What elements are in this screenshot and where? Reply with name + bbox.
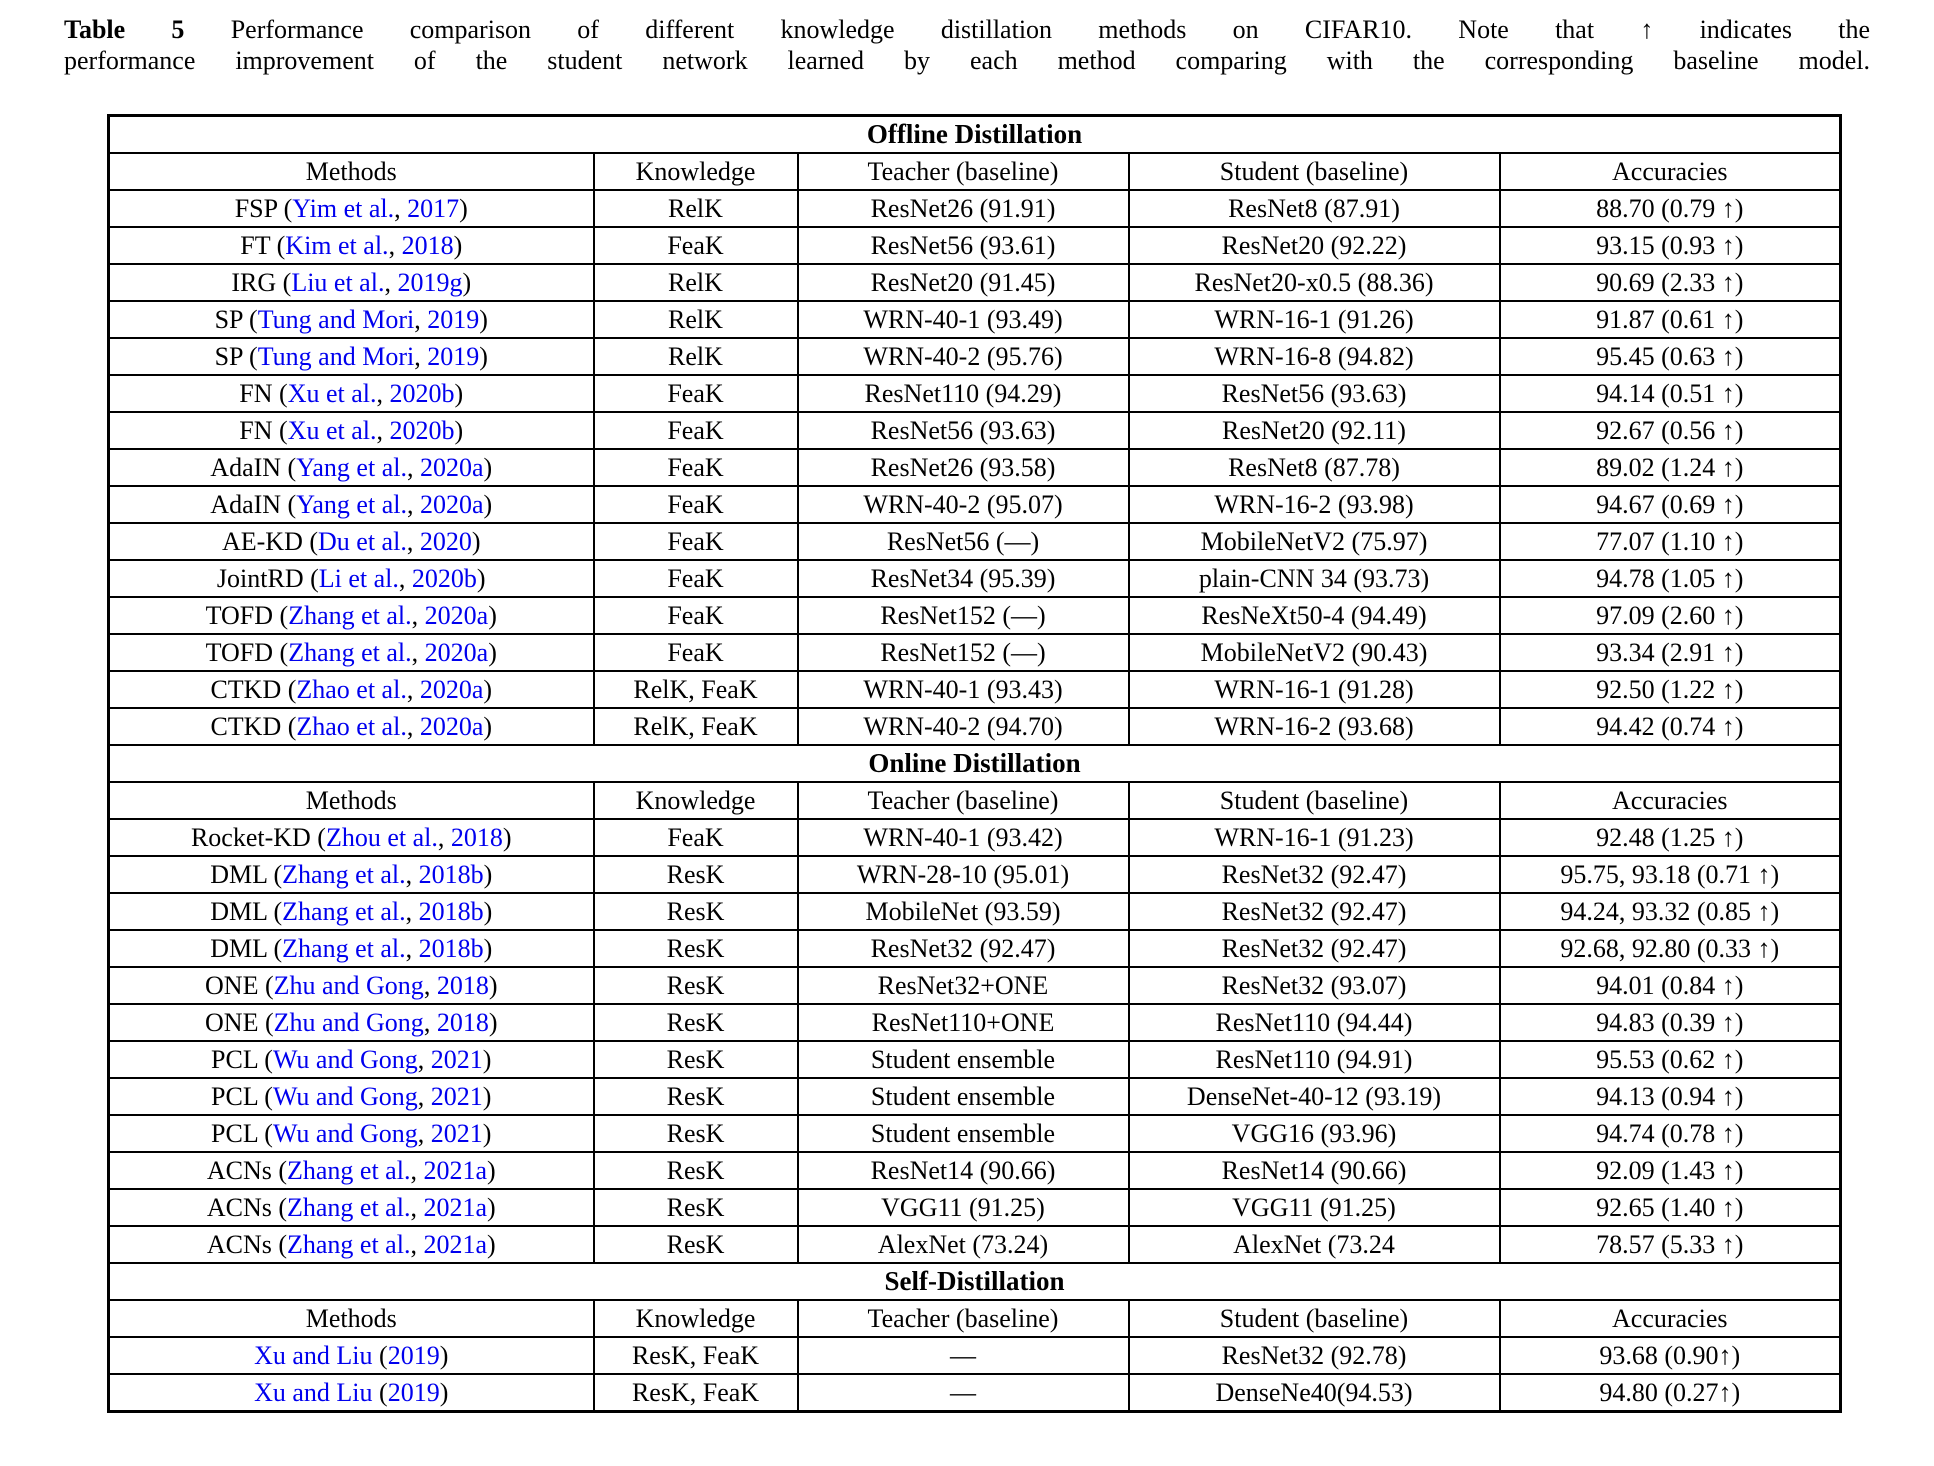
method-cell: AdaIN (Yang et al., 2020a) [109, 486, 594, 523]
method-cell: Rocket-KD (Zhou et al., 2018) [109, 819, 594, 856]
table-row [109, 930, 1841, 967]
table-row [109, 856, 1841, 893]
citation-link[interactable]: 2020a [424, 637, 489, 667]
accuracy-cell: 77.07 (1.10 ↑) [1500, 523, 1841, 560]
accuracy-cell: 92.48 (1.25 ↑) [1500, 819, 1841, 856]
method-cell: AE-KD (Du et al., 2020) [109, 523, 594, 560]
table-row [109, 338, 1841, 375]
teacher-cell: ResNet20 (91.45) [798, 264, 1129, 301]
citation-link[interactable]: 2018 [401, 230, 454, 260]
table-row [109, 671, 1841, 708]
citation-link[interactable]: Wu and Gong [272, 1044, 418, 1074]
section-title: Self-Distillation [109, 1263, 1841, 1300]
citation-link[interactable]: Zhang et al. [282, 896, 406, 926]
citation-link[interactable]: Kim et al. [285, 230, 389, 260]
method-cell: JointRD (Li et al., 2020b) [109, 560, 594, 597]
table-row [109, 449, 1841, 486]
knowledge-cell: FeaK [594, 634, 798, 671]
table-row [109, 819, 1841, 856]
column-header: Knowledge [594, 1300, 798, 1337]
teacher-cell: WRN-40-1 (93.49) [798, 301, 1129, 338]
student-cell: VGG16 (93.96) [1129, 1115, 1500, 1152]
accuracy-cell: 93.15 (0.93 ↑) [1500, 227, 1841, 264]
column-header-row [109, 1300, 1841, 1337]
teacher-cell: ResNet56 (93.61) [798, 227, 1129, 264]
citation-link[interactable]: 2019g [397, 267, 463, 297]
knowledge-cell: FeaK [594, 486, 798, 523]
results-table [107, 114, 1842, 1413]
teacher-cell: WRN-40-2 (95.07) [798, 486, 1129, 523]
table-row [109, 227, 1841, 264]
student-cell: ResNet56 (93.63) [1129, 375, 1500, 412]
teacher-cell: ResNet32+ONE [798, 967, 1129, 1004]
citation-link[interactable]: 2020b [389, 378, 455, 408]
student-cell: ResNet14 (90.66) [1129, 1152, 1500, 1189]
citation-link[interactable]: Zhao et al. [296, 711, 407, 741]
citation-link[interactable]: 2020a [424, 600, 489, 630]
citation-link[interactable]: Zhu and Gong [273, 970, 424, 1000]
method-cell: ACNs (Zhang et al., 2021a) [109, 1152, 594, 1189]
teacher-cell: WRN-40-2 (94.70) [798, 708, 1129, 745]
citation-link[interactable]: Zhang et al. [282, 933, 406, 963]
citation-link[interactable]: Yang et al. [296, 489, 407, 519]
citation-link[interactable]: Zhang et al. [282, 859, 406, 889]
method-cell: ACNs (Zhang et al., 2021a) [109, 1189, 594, 1226]
knowledge-cell: ResK [594, 930, 798, 967]
student-cell: ResNet32 (92.47) [1129, 893, 1500, 930]
accuracy-cell: 95.53 (0.62 ↑) [1500, 1041, 1841, 1078]
knowledge-cell: FeaK [594, 523, 798, 560]
student-cell: VGG11 (91.25) [1129, 1189, 1500, 1226]
citation-link[interactable]: 2018b [418, 896, 484, 926]
citation-link[interactable]: Xu and Liu [254, 1340, 373, 1370]
caption-text-line1: Performance comparison of different knowledge distillation methods on CIFAR10. Note that ↑ indicates the [230, 15, 1870, 44]
citation-link[interactable]: 2019 [387, 1377, 440, 1407]
student-cell: ResNet8 (87.91) [1129, 190, 1500, 227]
table-row [109, 1189, 1841, 1226]
accuracy-cell: 92.09 (1.43 ↑) [1500, 1152, 1841, 1189]
accuracy-cell: 92.65 (1.40 ↑) [1500, 1189, 1841, 1226]
citation-link[interactable]: Wu and Gong [272, 1081, 418, 1111]
table-row [109, 597, 1841, 634]
student-cell: DenseNe40(94.53) [1129, 1374, 1500, 1412]
table-row [109, 1226, 1841, 1263]
knowledge-cell: ResK [594, 967, 798, 1004]
knowledge-cell: FeaK [594, 227, 798, 264]
method-cell: FN (Xu et al., 2020b) [109, 375, 594, 412]
method-cell: Xu and Liu (2019) [109, 1337, 594, 1374]
method-cell: ACNs (Zhang et al., 2021a) [109, 1226, 594, 1263]
knowledge-cell: FeaK [594, 819, 798, 856]
citation-link[interactable]: 2021a [423, 1229, 487, 1259]
column-header: Accuracies [1500, 1300, 1841, 1337]
table-row [109, 301, 1841, 338]
citation-link[interactable]: Liu et al. [291, 267, 385, 297]
teacher-cell: ResNet56 (93.63) [798, 412, 1129, 449]
column-header-row [109, 153, 1841, 190]
knowledge-cell: ResK, FeaK [594, 1337, 798, 1374]
caption-label: Table 5 [64, 15, 185, 44]
citation-link[interactable]: Li et al. [318, 563, 399, 593]
table-row [109, 634, 1841, 671]
teacher-cell: Student ensemble [798, 1115, 1129, 1152]
accuracy-cell: 94.24, 93.32 (0.85 ↑) [1500, 893, 1841, 930]
teacher-cell: WRN-40-1 (93.43) [798, 671, 1129, 708]
accuracy-cell: 78.57 (5.33 ↑) [1500, 1226, 1841, 1263]
citation-link[interactable]: 2018b [418, 933, 484, 963]
knowledge-cell: RelK [594, 264, 798, 301]
citation-link[interactable]: 2021 [430, 1118, 483, 1148]
knowledge-cell: RelK [594, 190, 798, 227]
teacher-cell: AlexNet (73.24) [798, 1226, 1129, 1263]
column-header: Teacher (baseline) [798, 1300, 1129, 1337]
teacher-cell: ResNet110 (94.29) [798, 375, 1129, 412]
column-header: Student (baseline) [1129, 153, 1500, 190]
citation-link[interactable]: 2021a [423, 1192, 487, 1222]
table-row [109, 1152, 1841, 1189]
teacher-cell: — [798, 1374, 1129, 1412]
column-header: Methods [109, 153, 594, 190]
teacher-cell: ResNet34 (95.39) [798, 560, 1129, 597]
student-cell: MobileNetV2 (90.43) [1129, 634, 1500, 671]
method-cell: PCL (Wu and Gong, 2021) [109, 1078, 594, 1115]
table-row [109, 523, 1841, 560]
citation-link[interactable]: 2020a [419, 489, 484, 519]
method-cell: SP (Tung and Mori, 2019) [109, 338, 594, 375]
teacher-cell: ResNet26 (91.91) [798, 190, 1129, 227]
student-cell: ResNet32 (93.07) [1129, 967, 1500, 1004]
knowledge-cell: ResK [594, 1004, 798, 1041]
knowledge-cell: FeaK [594, 597, 798, 634]
column-header: Methods [109, 1300, 594, 1337]
citation-link[interactable]: Zhou et al. [325, 822, 438, 852]
table-row [109, 264, 1841, 301]
teacher-cell: VGG11 (91.25) [798, 1189, 1129, 1226]
teacher-cell: ResNet110+ONE [798, 1004, 1129, 1041]
citation-link[interactable]: Tung and Mori [257, 304, 415, 334]
knowledge-cell: ResK [594, 856, 798, 893]
accuracy-cell: 94.74 (0.78 ↑) [1500, 1115, 1841, 1152]
citation-link[interactable]: Du et al. [318, 526, 407, 556]
section-title: Online Distillation [109, 745, 1841, 782]
citation-link[interactable]: Zhang et al. [288, 637, 412, 667]
student-cell: ResNet20-x0.5 (88.36) [1129, 264, 1500, 301]
section-title: Offline Distillation [109, 116, 1841, 154]
accuracy-cell: 93.68 (0.90↑) [1500, 1337, 1841, 1374]
column-header: Student (baseline) [1129, 782, 1500, 819]
caption-line-1 [64, 14, 1870, 45]
accuracy-cell: 97.09 (2.60 ↑) [1500, 597, 1841, 634]
accuracy-cell: 92.68, 92.80 (0.33 ↑) [1500, 930, 1841, 967]
method-cell: ONE (Zhu and Gong, 2018) [109, 1004, 594, 1041]
table-caption [64, 14, 1870, 76]
method-cell: FT (Kim et al., 2018) [109, 227, 594, 264]
citation-link[interactable]: Zhang et al. [287, 1229, 411, 1259]
teacher-cell: WRN-40-1 (93.42) [798, 819, 1129, 856]
citation-link[interactable]: Xu and Liu [254, 1377, 373, 1407]
knowledge-cell: FeaK [594, 560, 798, 597]
method-cell: AdaIN (Yang et al., 2020a) [109, 449, 594, 486]
section-title-row [109, 1263, 1841, 1300]
student-cell: ResNet32 (92.47) [1129, 930, 1500, 967]
student-cell: WRN-16-2 (93.98) [1129, 486, 1500, 523]
column-header: Student (baseline) [1129, 1300, 1500, 1337]
results-table-body [109, 116, 1841, 1412]
column-header: Teacher (baseline) [798, 782, 1129, 819]
knowledge-cell: FeaK [594, 375, 798, 412]
citation-link[interactable]: 2020a [419, 674, 484, 704]
teacher-cell: ResNet56 (—) [798, 523, 1129, 560]
knowledge-cell: ResK, FeaK [594, 1374, 798, 1412]
citation-link[interactable]: 2018 [436, 970, 489, 1000]
citation-link[interactable]: 2020b [411, 563, 477, 593]
table-row [109, 1041, 1841, 1078]
teacher-cell: Student ensemble [798, 1041, 1129, 1078]
accuracy-cell: 89.02 (1.24 ↑) [1500, 449, 1841, 486]
column-header: Knowledge [594, 153, 798, 190]
accuracy-cell: 88.70 (0.79 ↑) [1500, 190, 1841, 227]
table-row [109, 893, 1841, 930]
method-cell: SP (Tung and Mori, 2019) [109, 301, 594, 338]
table-row [109, 1337, 1841, 1374]
student-cell: plain-CNN 34 (93.73) [1129, 560, 1500, 597]
method-cell: CTKD (Zhao et al., 2020a) [109, 671, 594, 708]
teacher-cell: ResNet152 (—) [798, 634, 1129, 671]
knowledge-cell: FeaK [594, 449, 798, 486]
accuracy-cell: 91.87 (0.61 ↑) [1500, 301, 1841, 338]
citation-link[interactable]: 2020a [419, 711, 484, 741]
method-cell: TOFD (Zhang et al., 2020a) [109, 597, 594, 634]
citation-link[interactable]: 2018 [436, 1007, 489, 1037]
student-cell: ResNet8 (87.78) [1129, 449, 1500, 486]
citation-link[interactable]: Zhang et al. [287, 1192, 411, 1222]
citation-link[interactable]: 2019 [387, 1340, 440, 1370]
method-cell: FN (Xu et al., 2020b) [109, 412, 594, 449]
knowledge-cell: ResK [594, 1152, 798, 1189]
column-header: Methods [109, 782, 594, 819]
accuracy-cell: 94.13 (0.94 ↑) [1500, 1078, 1841, 1115]
table-row [109, 375, 1841, 412]
method-cell: CTKD (Zhao et al., 2020a) [109, 708, 594, 745]
citation-link[interactable]: 2020 [419, 526, 472, 556]
method-cell: PCL (Wu and Gong, 2021) [109, 1041, 594, 1078]
teacher-cell: ResNet152 (—) [798, 597, 1129, 634]
student-cell: MobileNetV2 (75.97) [1129, 523, 1500, 560]
table-row [109, 560, 1841, 597]
knowledge-cell: FeaK [594, 412, 798, 449]
knowledge-cell: ResK [594, 1226, 798, 1263]
student-cell: ResNet20 (92.11) [1129, 412, 1500, 449]
column-header: Knowledge [594, 782, 798, 819]
teacher-cell: — [798, 1337, 1129, 1374]
student-cell: ResNet20 (92.22) [1129, 227, 1500, 264]
knowledge-cell: RelK, FeaK [594, 708, 798, 745]
teacher-cell: MobileNet (93.59) [798, 893, 1129, 930]
table-row [109, 412, 1841, 449]
table-row [109, 1374, 1841, 1412]
table-row [109, 967, 1841, 1004]
accuracy-cell: 94.67 (0.69 ↑) [1500, 486, 1841, 523]
student-cell: ResNet32 (92.47) [1129, 856, 1500, 893]
method-cell: DML (Zhang et al., 2018b) [109, 930, 594, 967]
student-cell: WRN-16-1 (91.23) [1129, 819, 1500, 856]
column-header: Teacher (baseline) [798, 153, 1129, 190]
accuracy-cell: 94.14 (0.51 ↑) [1500, 375, 1841, 412]
method-cell: IRG (Liu et al., 2019g) [109, 264, 594, 301]
citation-link[interactable]: Yang et al. [296, 452, 407, 482]
accuracy-cell: 90.69 (2.33 ↑) [1500, 264, 1841, 301]
column-header-row [109, 782, 1841, 819]
teacher-cell: Student ensemble [798, 1078, 1129, 1115]
accuracy-cell: 95.45 (0.63 ↑) [1500, 338, 1841, 375]
accuracy-cell: 92.50 (1.22 ↑) [1500, 671, 1841, 708]
accuracy-cell: 93.34 (2.91 ↑) [1500, 634, 1841, 671]
student-cell: ResNet110 (94.91) [1129, 1041, 1500, 1078]
section-title-row [109, 116, 1841, 154]
table-row [109, 1078, 1841, 1115]
student-cell: AlexNet (73.24 [1129, 1226, 1500, 1263]
teacher-cell: ResNet14 (90.66) [798, 1152, 1129, 1189]
knowledge-cell: ResK [594, 893, 798, 930]
caption-line-2: performance improvement of the student network learned by each method comparing with the corresponding baseline model. [64, 46, 1870, 75]
student-cell: ResNet110 (94.44) [1129, 1004, 1500, 1041]
student-cell: ResNeXt50-4 (94.49) [1129, 597, 1500, 634]
citation-link[interactable]: 2017 [407, 193, 460, 223]
citation-link[interactable]: 2019 [427, 304, 480, 334]
section-title-row [109, 745, 1841, 782]
citation-link[interactable]: 2018 [450, 822, 503, 852]
student-cell: WRN-16-8 (94.82) [1129, 338, 1500, 375]
citation-link[interactable]: Zhang et al. [287, 1155, 411, 1185]
citation-link[interactable]: Tung and Mori [257, 341, 415, 371]
table-row [109, 1004, 1841, 1041]
teacher-cell: WRN-40-2 (95.76) [798, 338, 1129, 375]
accuracy-cell: 94.80 (0.27↑) [1500, 1374, 1841, 1412]
knowledge-cell: RelK [594, 301, 798, 338]
student-cell: WRN-16-1 (91.26) [1129, 301, 1500, 338]
method-cell: PCL (Wu and Gong, 2021) [109, 1115, 594, 1152]
column-header: Accuracies [1500, 153, 1841, 190]
student-cell: WRN-16-2 (93.68) [1129, 708, 1500, 745]
accuracy-cell: 95.75, 93.18 (0.71 ↑) [1500, 856, 1841, 893]
citation-link[interactable]: 2020b [389, 415, 455, 445]
citation-link[interactable]: 2018b [418, 859, 484, 889]
method-cell: DML (Zhang et al., 2018b) [109, 893, 594, 930]
citation-link[interactable]: Yim et al. [292, 193, 395, 223]
citation-link[interactable]: 2019 [427, 341, 480, 371]
citation-link[interactable]: Wu and Gong [272, 1118, 418, 1148]
citation-link[interactable]: Zhu and Gong [273, 1007, 424, 1037]
accuracy-cell: 94.01 (0.84 ↑) [1500, 967, 1841, 1004]
method-cell: TOFD (Zhang et al., 2020a) [109, 634, 594, 671]
table-row [109, 1115, 1841, 1152]
knowledge-cell: RelK [594, 338, 798, 375]
accuracy-cell: 94.78 (1.05 ↑) [1500, 560, 1841, 597]
method-cell: ONE (Zhu and Gong, 2018) [109, 967, 594, 1004]
student-cell: DenseNet-40-12 (93.19) [1129, 1078, 1500, 1115]
citation-link[interactable]: 2020a [419, 452, 484, 482]
accuracy-cell: 94.42 (0.74 ↑) [1500, 708, 1841, 745]
citation-link[interactable]: Xu et al. [287, 415, 377, 445]
citation-link[interactable]: Zhang et al. [288, 600, 412, 630]
student-cell: ResNet32 (92.78) [1129, 1337, 1500, 1374]
teacher-cell: ResNet32 (92.47) [798, 930, 1129, 967]
table-row [109, 190, 1841, 227]
citation-link[interactable]: Xu et al. [287, 378, 377, 408]
method-cell: FSP (Yim et al., 2017) [109, 190, 594, 227]
knowledge-cell: ResK [594, 1189, 798, 1226]
student-cell: WRN-16-1 (91.28) [1129, 671, 1500, 708]
teacher-cell: WRN-28-10 (95.01) [798, 856, 1129, 893]
knowledge-cell: ResK [594, 1078, 798, 1115]
citation-link[interactable]: 2021 [430, 1044, 483, 1074]
citation-link[interactable]: 2021a [423, 1155, 487, 1185]
knowledge-cell: ResK [594, 1041, 798, 1078]
citation-link[interactable]: 2021 [430, 1081, 483, 1111]
method-cell: Xu and Liu (2019) [109, 1374, 594, 1412]
knowledge-cell: ResK [594, 1115, 798, 1152]
citation-link[interactable]: Zhao et al. [296, 674, 407, 704]
method-cell: DML (Zhang et al., 2018b) [109, 856, 594, 893]
knowledge-cell: RelK, FeaK [594, 671, 798, 708]
column-header: Accuracies [1500, 782, 1841, 819]
teacher-cell: ResNet26 (93.58) [798, 449, 1129, 486]
accuracy-cell: 94.83 (0.39 ↑) [1500, 1004, 1841, 1041]
table-row [109, 708, 1841, 745]
table-row [109, 486, 1841, 523]
accuracy-cell: 92.67 (0.56 ↑) [1500, 412, 1841, 449]
